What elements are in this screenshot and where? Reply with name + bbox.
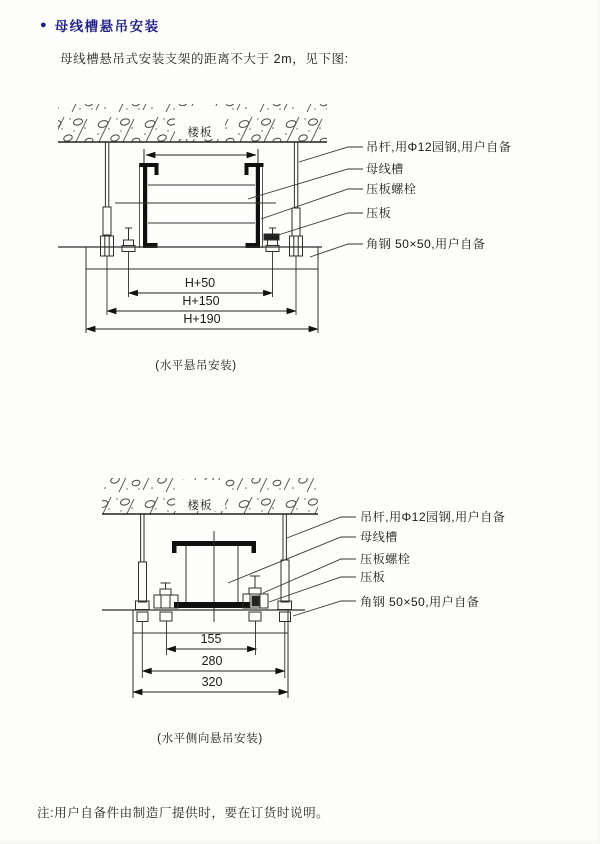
footer-note: 注:用户自备件由制造厂提供时，要在订货时说明。	[37, 806, 330, 820]
pressure-bolt-right	[264, 228, 279, 297]
intro-text: 母线槽悬吊式安装支架的距离不大于 2m，见下图:	[60, 52, 349, 66]
channel-bracket	[140, 163, 264, 248]
dim-text: 280	[201, 654, 223, 668]
dimension-280	[142, 654, 284, 671]
label-bus-duct: 母线槽	[366, 162, 404, 176]
label-clamp-bolt: 压板螺栓	[366, 182, 417, 196]
hanger-rod-left	[101, 142, 114, 315]
diagram-horizontal-suspension	[58, 104, 511, 372]
dim-text: H+50	[184, 276, 216, 290]
label-angle-steel: 角钢 50×50,用户自备	[360, 595, 480, 609]
top-width-arrow	[144, 149, 258, 164]
part-labels	[366, 139, 511, 251]
dimension-320	[133, 675, 288, 692]
ceiling-slab-hatch	[102, 478, 318, 514]
pressure-bolt-left	[122, 228, 135, 297]
label-angle-steel: 角钢 50×50,用户自备	[366, 237, 486, 251]
label-hanger-rod: 吊杆,用Φ12园钢,用户自备	[366, 140, 512, 154]
dimension-h190	[86, 312, 318, 329]
dim-text: H+190	[183, 312, 221, 326]
label-bus-duct: 母线槽	[360, 530, 398, 544]
dim-text: 320	[201, 675, 223, 689]
hanger-rod-left	[136, 514, 150, 664]
diagram-lateral-suspension	[102, 478, 505, 745]
dimension-h50	[129, 276, 273, 293]
label-hanger-rod: 吊杆,用Φ12园钢,用户自备	[360, 510, 506, 524]
diagram1-caption: (水平悬吊安装)	[155, 360, 237, 372]
slab-label: 楼板	[187, 127, 213, 139]
slab-label: 楼板	[187, 500, 213, 512]
dimension-155	[167, 632, 257, 649]
diagram2-caption: (水平侧向悬吊安装)	[157, 733, 263, 745]
pressure-plate-right	[243, 576, 268, 642]
label-clamp-bolt: 压板螺栓	[360, 552, 411, 566]
label-clamp-plate: 压板	[366, 206, 392, 220]
ceiling-slab-hatch	[58, 104, 327, 142]
dim-text: 155	[200, 632, 222, 646]
hanger-rod-right	[278, 514, 292, 664]
dimension-h150	[107, 294, 296, 311]
dim-text: H+150	[182, 294, 220, 308]
section-title: 母线槽悬吊安装	[54, 19, 160, 34]
part-labels	[360, 509, 505, 609]
hanger-rod-right	[290, 142, 303, 315]
bullet-icon: ●	[40, 18, 47, 31]
label-clamp-plate: 压板	[360, 570, 386, 584]
